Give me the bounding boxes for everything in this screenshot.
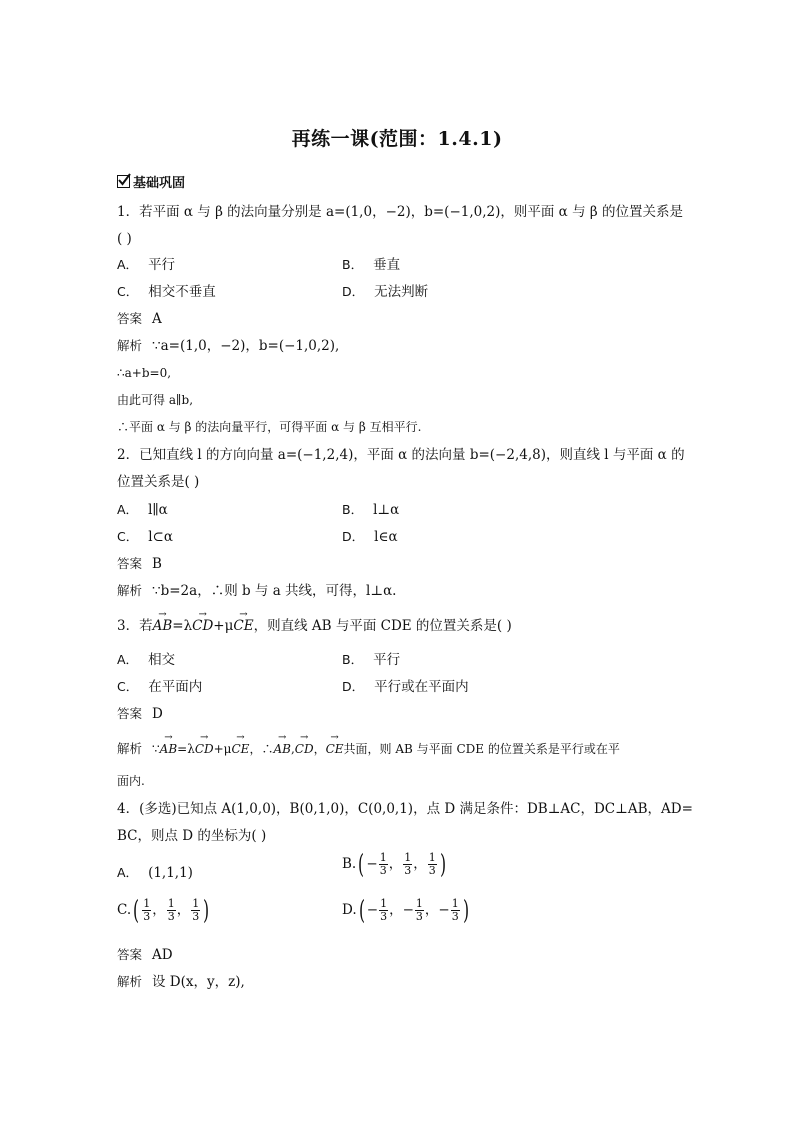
q3-option-c: C． 在平面内	[117, 679, 203, 695]
section-label: 基础巩固	[133, 176, 186, 191]
q3-option-b: B． 平行	[342, 652, 401, 668]
q2-option-d: D． l∈α	[342, 529, 398, 545]
q4-stem-line1: 4．(多选)已知点 A(1,0,0)，B(0,1,0)，C(0,0,1)，点 D 满足条件：DB⊥AC，DC⊥AB，AD=	[117, 801, 693, 817]
q3-analysis-line2: 面内.	[117, 774, 145, 788]
q1-analysis-line2: ∴a+b=0,	[117, 366, 172, 380]
q1-analysis-line1: 解析 ∵a=(1,0，−2)，b=(−1,0,2),	[117, 338, 340, 354]
q1-option-b: B． 垂直	[342, 257, 401, 273]
q4-stem-line2: BC，则点 D 的坐标为( )	[117, 828, 267, 844]
q1-answer: 答案 A	[117, 311, 162, 327]
vector-ce: → CE	[233, 617, 253, 635]
q3-analysis-line1: 解析 ∵→ AB=λ→ CD+μ→ CE，∴→ AB,→ CD，→ CE共面，则 AB 与平面 CDE 的位置关系是平行或在平	[117, 740, 620, 758]
vector-ab: → AB	[153, 617, 173, 635]
q2-stem-line2: 位置关系是( )	[117, 474, 200, 490]
q4-option-a: A． (1,1,1)	[117, 865, 193, 881]
q2-option-c: C． l⊂α	[117, 529, 173, 545]
q4-option-d: D.( − $\frac{1}{3}$ ，− $\frac{1}{3}$ ，− $\frac{1}{3}$ )	[342, 895, 469, 926]
q1-option-a: A． 平行	[117, 257, 176, 273]
q1-stem-line1: 1．若平面 α 与 β 的法向量分别是 a=(1,0，−2)，b=(−1,0,2)，则平面 α 与 β 的位置关系是	[117, 204, 683, 220]
q2-option-b: B． l⊥α	[342, 502, 400, 518]
q2-analysis: 解析 ∵b=2a，∴则 b 与 a 共线，可得，l⊥α.	[117, 583, 397, 599]
q3-answer: 答案 D	[117, 706, 163, 722]
page-title: 再练一课(范围：1.4.1)	[291, 128, 503, 150]
q1-option-c: C． 相交不垂直	[117, 284, 216, 300]
q2-answer: 答案 B	[117, 556, 162, 572]
q1-analysis-line3: 由此可得 a∥b,	[117, 393, 194, 407]
q4-option-b: B.( − $\frac{1}{3}$ ， $\frac{1}{3}$ ， $\frac{1}{3}$ )	[342, 849, 446, 880]
vector-cd: → CD	[192, 617, 213, 635]
q1-analysis-line4: ∴平面 α 与 β 的法向量平行，可得平面 α 与 β 互相平行.	[117, 420, 422, 434]
q2-option-a: A． l∥α	[117, 502, 168, 518]
q4-answer: 答案 AD	[117, 947, 173, 963]
q4-analysis: 解析 设 D(x，y，z),	[117, 974, 245, 990]
q2-stem-line1: 2．已知直线 l 的方向向量 a=(−1,2,4)，平面 α 的法向量 b=(−2,4,8)，则直线 l 与平面 α 的	[117, 447, 685, 463]
q3-option-a: A． 相交	[117, 652, 176, 668]
q3-option-d: D． 平行或在平面内	[342, 679, 469, 695]
checkmark-icon	[117, 175, 130, 188]
q1-stem-line2: ( )	[117, 231, 132, 247]
q1-option-d: D． 无法判断	[342, 284, 429, 300]
q3-stem: 3．若→ AB=λ→ CD+μ→ CE，则直线 AB 与平面 CDE 的位置关系是( )	[117, 617, 512, 635]
q4-option-c: C.( $\frac{1}{3}$ ， $\frac{1}{3}$ ， $\frac{1}{3}$ )	[117, 895, 210, 926]
section-heading	[117, 172, 185, 191]
